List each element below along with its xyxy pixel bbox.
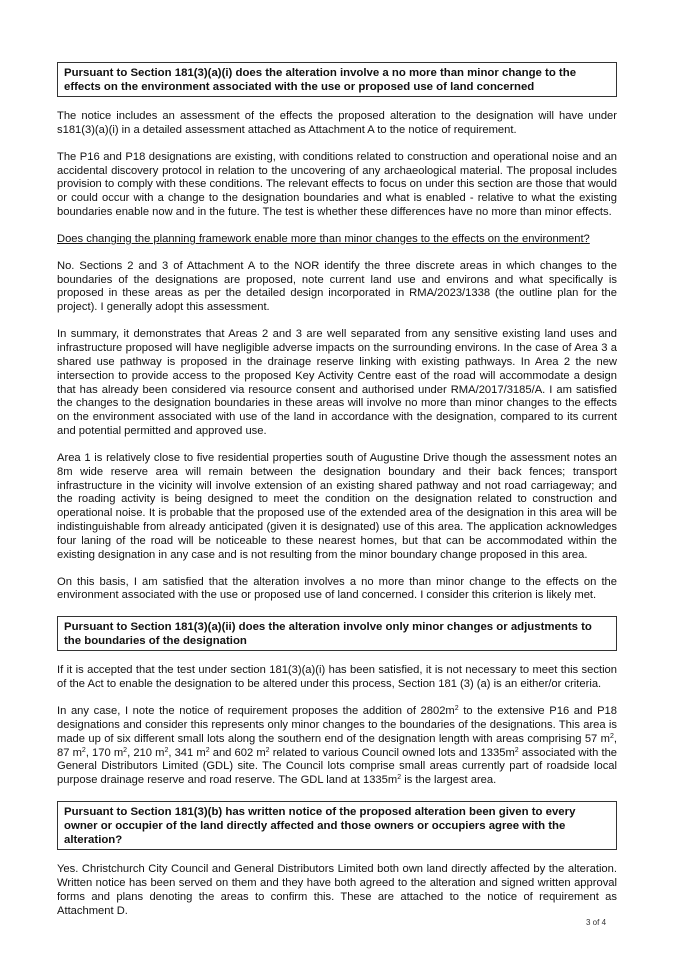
paragraph: No. Sections 2 and 3 of Attachment A to the NOR identify the three discrete areas in which changes to the boundaries of the designations are proposed, note current land use and environs and what specifically is proposed in these areas as per the detailed design incorporated in RMA/2023/1338 (the outline plan for the project). I generally adopt this assessment. [57, 259, 617, 314]
paragraph: On this basis, I am satisfied that the alteration involves a no more than minor change to the effects on the environment associated with the use or proposed use of land concerned. I consider this criterion is likely met. [57, 575, 617, 602]
paragraph: Area 1 is relatively close to five residential properties south of Augustine Drive though the assessment notes an 8m wide reserve area will remain between the designation boundary and their back fences; transport infrastructure in the vicinity will involve extension of an existing shared pathway and not road carriageway; and the roading activity is being designed to meet the condition on the designation related to construction and operational noise. It is probable that the proposed use of the extended area of the designation in this area will be indistinguishable from already anticipated (given it is designated) use of this area. The application acknowledges four laning of the road will be noticeable to these nearest homes, but that can be accommodated within the existing designation in any case and is not resulting from the minor boundary change proposed in this area. [57, 451, 617, 561]
paragraph: In summary, it demonstrates that Areas 2 and 3 are well separated from any sensitive existing land uses and infrastructure proposed will have negligible adverse impacts on the surrounding environs. In the case of Area 3 a shared use pathway is proposed in the drainage reserve linking with existing pathways. In Area 2 the new intersection to provide access to the proposed Key Activity Centre east of the road will accommodate a design that has already been considered via resource consent and authorised under RMA/2017/3185/A. I am satisfied the changes to the designation boundaries in these areas will involve no more than minor changes to the effects on the environment associated with use of the land in accordance with the designation, compared to its current and potential permitted and approved use. [57, 328, 617, 438]
section-heading-181-3-a-i: Pursuant to Section 181(3)(a)(i) does the alteration involve a no more than minor change to the effects on the environment associated with the use or proposed use of land concerned [57, 62, 617, 97]
page-number: 3 of 4 [586, 918, 607, 927]
paragraph: The notice includes an assessment of the effects the proposed alteration to the designation will have under s181(3)(a)(i) in a detailed assessment attached as Attachment A to the notice of requirement. [57, 110, 617, 136]
section-heading-181-3-a-ii: Pursuant to Section 181(3)(a)(ii) does the alteration involve only minor changes or adjustments to the boundaries of the designation [57, 616, 617, 651]
section-heading-181-3-b: Pursuant to Section 181(3)(b) has written notice of the proposed alteration been given to every owner or occupier of the land directly affected and those owners or occupiers agree with the alteration? [57, 801, 617, 850]
document-page [57, 62, 617, 931]
paragraph: The P16 and P18 designations are existing, with conditions related to construction and operational noise and an accidental discovery protocol in relation to the uncovering of any archaeological material. The proposal includes provision to comply with these conditions. The relevant effects to focus on under this section are those that would or could occur with a change to the designation boundaries and what is enabled - relative to what the existing boundaries enable now and in the future. The test is whether these differences have no more than minor effects. [57, 150, 617, 219]
paragraph: Yes. Christchurch City Council and General Distributors Limited both own land directly affected by the alteration. Written notice has been served on them and they have both agreed to the alteration and signed written approval forms and plans denoting the areas to confirm this. These are attached to the notice of requirement as Attachment D. [57, 863, 617, 917]
paragraph: If it is accepted that the test under section 181(3)(a)(i) has been satisfied, it is not necessary to meet this section of the Act to enable the designation to be altered under this process, Section 181 (3) (a) is an either/or criteria. [57, 664, 617, 691]
paragraph-area-figures: In any case, I note the notice of requirement proposes the addition of $2802m^2$ to the extensive P16 and P18 designations and consider this represents only minor changes to the boundaries of the designations. This area is made up of six different small lots along the southern end of the designation length with areas comprising 57 $m^2$, 87 $m^2$, 170 $m^2$, 210 $m^2$, 341 $m^2$ and 602 $m^2$ related to various Council owned lots and $1335m^2$ associated with the General Distributors Limited (GDL) site. The Council lots comprise small areas currently part of roadside local purpose drainage reserve and road reserve. The GDL land at $1335m^2$ is the largest area. [57, 705, 618, 787]
underlined-question: Does changing the planning framework enable more than minor changes to the effects on the environment? [57, 232, 590, 245]
